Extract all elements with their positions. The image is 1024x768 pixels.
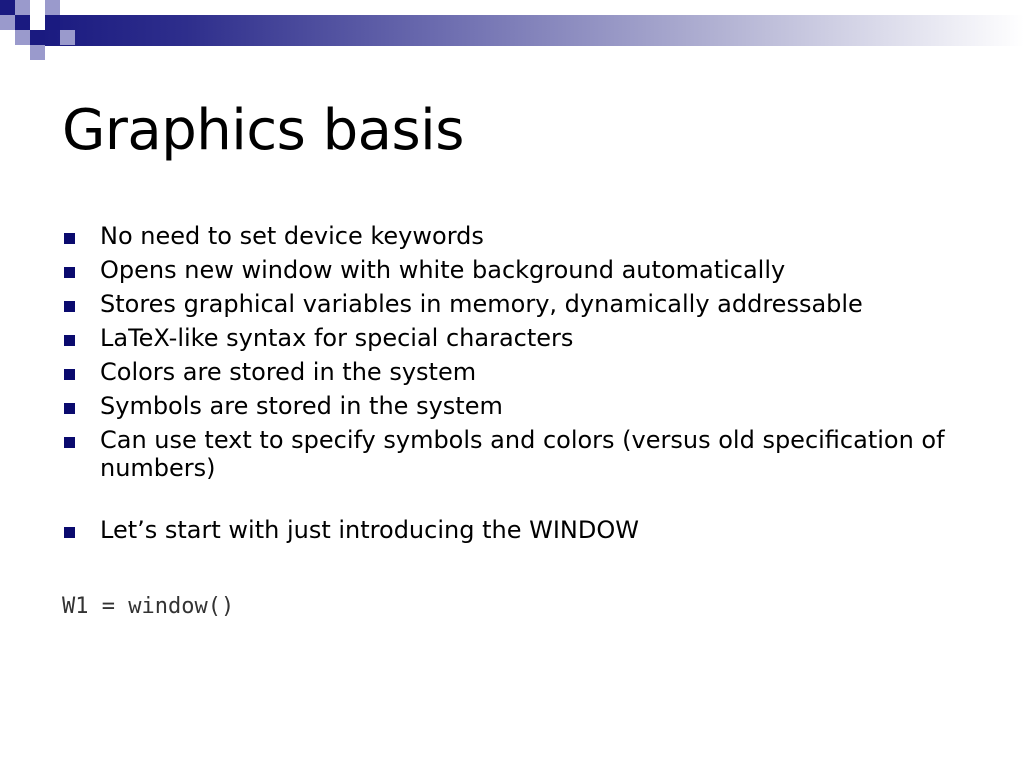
square-bullet-icon bbox=[64, 267, 75, 278]
list-item bbox=[62, 392, 982, 420]
list-item bbox=[62, 324, 982, 352]
bullet-text: No need to set device keywords bbox=[100, 222, 484, 250]
list-item bbox=[62, 426, 982, 482]
code-snippet: W1 = window() bbox=[62, 594, 235, 619]
square-bullet-icon bbox=[64, 437, 75, 448]
bullet-list bbox=[62, 222, 982, 550]
square-bullet-icon bbox=[64, 403, 75, 414]
square-bullet-icon bbox=[64, 233, 75, 244]
square-bullet-icon bbox=[64, 335, 75, 346]
bullet-text: Colors are stored in the system bbox=[100, 358, 477, 386]
list-item bbox=[62, 256, 982, 284]
square-bullet-icon bbox=[64, 527, 75, 538]
bullet-text: Opens new window with white background automatically bbox=[100, 256, 786, 284]
header-gradient-banner bbox=[38, 15, 1024, 46]
square-bullet-icon bbox=[64, 369, 75, 380]
list-item bbox=[62, 516, 982, 544]
list-item bbox=[62, 222, 982, 250]
bullet-text: LaTeX-like syntax for special characters bbox=[100, 324, 574, 352]
square-bullet-icon bbox=[64, 301, 75, 312]
bullet-text: Symbols are stored in the system bbox=[100, 392, 503, 420]
list-item bbox=[62, 358, 982, 386]
slide-title: Graphics basis bbox=[62, 98, 464, 163]
list-item bbox=[62, 290, 982, 318]
bullet-text: Let’s start with just introducing the WINDOW bbox=[100, 516, 639, 544]
bullet-text: Can use text to specify symbols and colors (versus old specification of numbers) bbox=[100, 426, 945, 482]
bullet-text: Stores graphical variables in memory, dynamically addressable bbox=[100, 290, 863, 318]
